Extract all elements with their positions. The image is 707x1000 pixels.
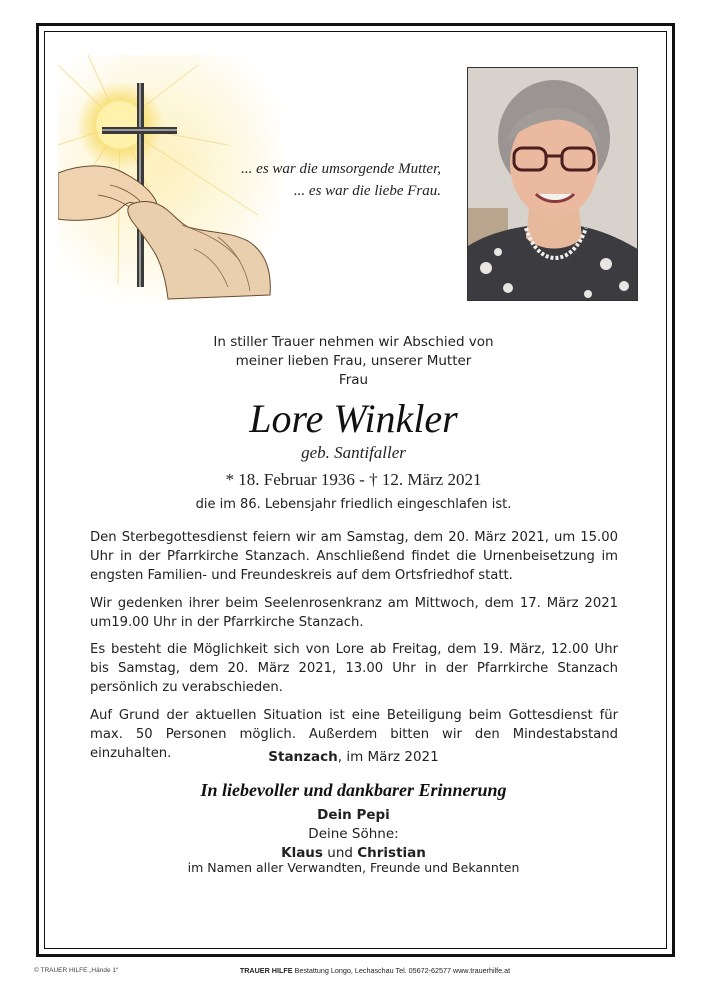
birth-name: geb. Santifaller [301, 443, 406, 462]
intro-text [60, 333, 647, 390]
paragraph-rosary: Wir gedenken ihrer beim Seelenrosenkranz am Mittwoch, dem 17. März 2021 um19.00 Uhr in der Pfarrkirche Stanzach. [90, 595, 618, 630]
life-dates: * 18. Februar 1936 - † 12. März 2021 [225, 470, 482, 489]
footer-rest: Bestattung Longo, Lechaschau Tel. 05672-62577 www.trauerhilfe.at [292, 966, 511, 975]
paragraph-restrictions: Auf Grund der aktuellen Situation ist eine Beteiligung beim Gottesdienst für max. 50 Personen möglich. Außerdem bitten wir den Mindestabstand einzuhalten. [90, 707, 618, 762]
intro-line-2: meiner lieben Frau, unserer Mutter [235, 353, 472, 369]
paragraph-funeral: Den Sterbegottesdienst feiern wir am Samstag, dem 20. März 2021, um 15.00 Uhr in der Pfarrkirche Stanzach. Anschließend findet die Urnenbeisetzung im engsten Familien- und Freundeskreis auf dem Ortsfriedhof statt. [90, 530, 618, 584]
place-date [60, 749, 647, 765]
footer-info [210, 966, 540, 975]
announcement-body [90, 528, 618, 771]
quote-line-2: ... es war die liebe Frau. [293, 183, 441, 199]
quote [226, 158, 441, 202]
signer-son-2: Christian [357, 845, 426, 861]
place-rest: , im März 2021 [337, 749, 439, 765]
quote-line-1: ... es war die umsorgende Mutter, [241, 161, 441, 177]
age-text: die im 86. Lebensjahr friedlich eingeschlafen ist. [195, 497, 512, 512]
portrait-photo [467, 67, 638, 301]
place-town: Stanzach [268, 749, 338, 765]
memory-line: In liebevoller und dankbarer Erinnerung [200, 780, 507, 800]
relatives-line: im Namen aller Verwandten, Freunde und Bekannten [187, 860, 520, 875]
intro-line-1: In stiller Trauer nehmen wir Abschied von [213, 334, 494, 350]
deceased-name: Lore Winkler [249, 396, 458, 441]
intro-line-3: Frau [338, 372, 369, 388]
footer-brand: TRAUER HILFE [239, 966, 293, 975]
signer-husband: Dein Pepi [317, 807, 390, 823]
signer-and: und [322, 845, 358, 861]
footer-copyright: © TRAUER HILFE „Hände 1“ [34, 967, 119, 974]
signers [60, 806, 647, 863]
signer-sons-label: Deine Söhne: [308, 826, 399, 842]
paragraph-farewell: Es besteht die Möglichkeit sich von Lore ab Freitag, dem 19. März, 12.00 Uhr bis Samstag, dem 20. März 2021, 13.00 Uhr in der Pfarrkirche Stanzach persönlich zu verabschieden. [90, 642, 618, 696]
signer-son-1: Klaus [281, 845, 323, 861]
